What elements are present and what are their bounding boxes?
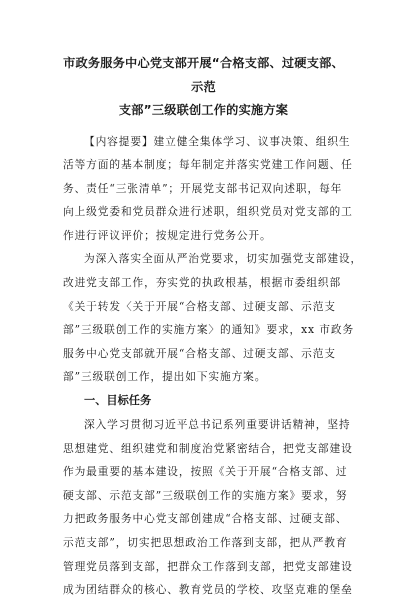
- section1-line: 成为团结群众的核心、教育党员的学校、攻坚克难的堡垒: [63, 583, 353, 597]
- section1-paragraph: [63, 413, 353, 602]
- summary-line: 向上级党委和党员群众进行述职，组织党员对党支部的工: [63, 205, 353, 219]
- section1-line: 思想建党、组织建党和制度治党紧密结合，把党支部建设: [63, 441, 353, 455]
- summary-line: 务、责任“三张清单”；开展党支部书记双向述职，每年: [63, 181, 343, 195]
- section1-line: 硬支部、示范支部”三级联创工作的实施方案》要求，努: [63, 488, 348, 502]
- section-heading: 一、目标任务: [84, 394, 152, 408]
- intro-line: 《关于转发〈关于开展“合格支部、过硬支部、示范支: [63, 299, 336, 313]
- summary-line: 作进行评议评价；按规定进行党务公开。: [63, 228, 272, 242]
- section1-line: 作为最重要的基本建设，按照《关于开展“合格支部、过: [63, 465, 348, 479]
- title-line-1: 市政务服务中心党支部开展“合格支部、过硬支部、示范: [63, 56, 344, 94]
- summary-paragraph: [63, 130, 353, 248]
- section1-line: 示范支部”，切实把思想政治工作落到支部，把从严教育: [63, 536, 348, 549]
- intro-line: 改进党支部工作，夯实党的执政根基，根据市委组织部: [63, 276, 342, 290]
- section1-line: 力把政务服务中心党支部创建成“合格支部、过硬支部、: [63, 512, 348, 526]
- summary-line: 【内容提要】建立健全集体学习、议事决策、组织生: [84, 134, 351, 148]
- intro-line: 部”三级联创工作，提出如下实施方案。: [63, 370, 267, 384]
- intro-line: 为深入落实全面从严治党要求，切实加强党支部建设，: [84, 252, 363, 266]
- intro-paragraph: [63, 247, 363, 389]
- intro-line: 部”三级联创工作的实施方案〉的通知》要求，xx 市政务: [63, 323, 355, 337]
- intro-line: 服务中心党支部就开展“合格支部、过硬支部、示范支: [63, 346, 336, 360]
- summary-line: 活等方面的基本制度；每年制定并落实党建工作问题、任: [63, 158, 353, 172]
- section1-line: 深入学习贯彻习近平总书记系列重要讲话精神，坚持: [84, 418, 351, 432]
- title-line-2: 支部”三级联创工作的实施方案: [118, 103, 289, 117]
- document-title: [63, 52, 344, 123]
- section1-line: 管理党员落到支部，把群众工作落到支部，把党支部建设: [63, 559, 353, 573]
